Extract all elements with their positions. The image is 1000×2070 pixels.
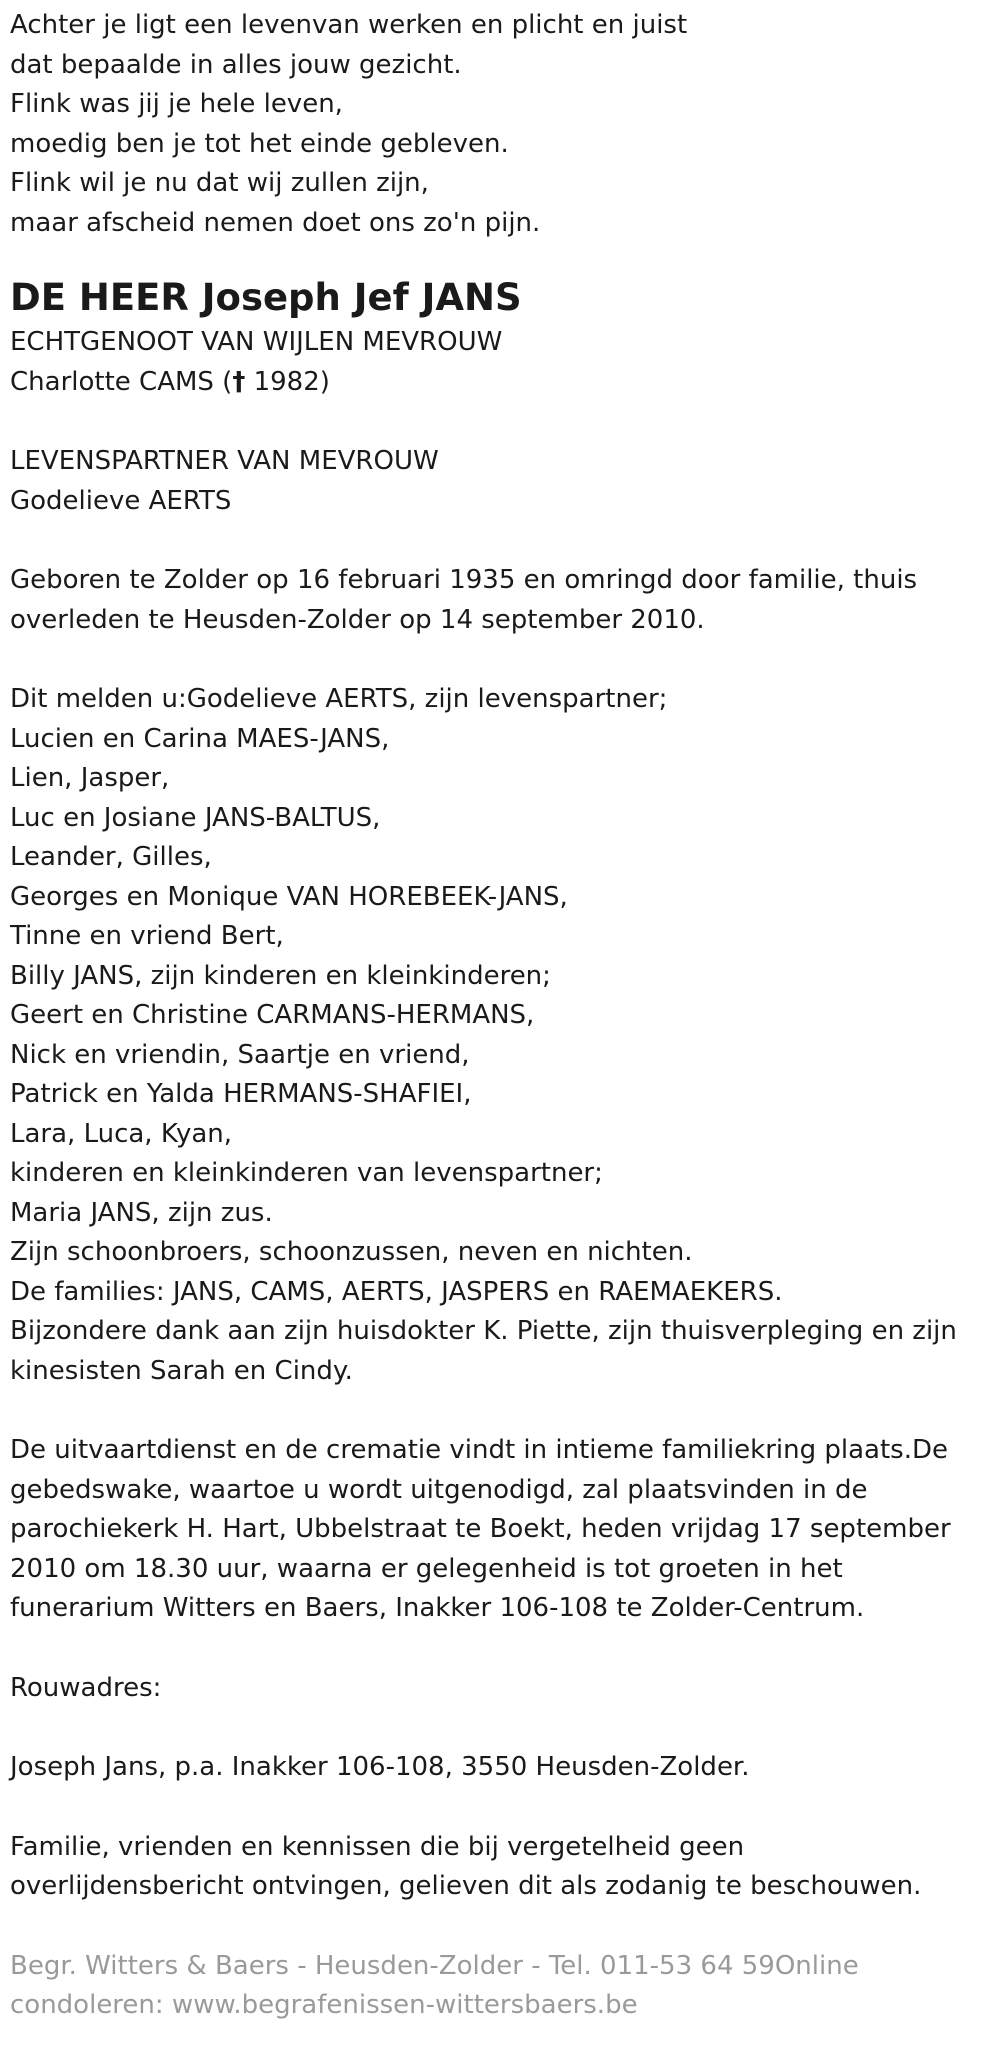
cross-icon: †: [232, 366, 246, 397]
poem: [10, 6, 990, 243]
announcer-line: Lien, Jasper,: [10, 763, 170, 793]
spouse-name: Charlotte CAMS (: [10, 366, 233, 397]
poem-line: Achter je ligt een levenvan werken en plicht en juist: [10, 10, 688, 40]
ceremony-line: funerarium Witters en Baers, Inakker 106-108 te Zolder-Centrum.: [10, 1593, 865, 1623]
spouse-name-line: [10, 363, 990, 403]
announcer-line: Dit melden u:Godelieve AERTS, zijn levenspartner;: [10, 684, 668, 714]
spouse-title: ECHTGENOOT VAN WIJLEN MEVROUW: [10, 327, 503, 357]
partner-info: [10, 442, 990, 521]
spouse-death-year: 1982): [245, 366, 330, 397]
partner-title: LEVENSPARTNER VAN MEVROUW: [10, 446, 439, 476]
announcer-line: Geert en Christine CARMANS-HERMANS,: [10, 1000, 535, 1030]
ceremony-line: gebedswake, waartoe u wordt uitgenodigd, zal plaatsvinden in de: [10, 1474, 868, 1505]
deceased-name: DE HEER Joseph Jef JANS: [10, 276, 522, 319]
notice: [10, 1828, 990, 1907]
ceremony-info: [10, 1431, 990, 1629]
footer-line: condoleren: www.begrafenissen-wittersbaers.be: [10, 1990, 638, 2020]
notice-line: overlijdensbericht ontvingen, gelieven dit als zodanig te beschouwen.: [10, 1871, 922, 1901]
birth-death-line: overleden te Heusden-Zolder op 14 september 2010.: [10, 604, 705, 635]
partner-name: Godelieve AERTS: [10, 485, 232, 516]
announcer-line: kinesisten Sarah en Cindy.: [10, 1355, 353, 1386]
announcer-line: Lara, Luca, Kyan,: [10, 1118, 233, 1149]
poem-line: maar afscheid nemen doet ons zo'n pijn.: [10, 207, 541, 238]
spouse-info: [10, 323, 990, 402]
announcer-line: Billy JANS, zijn kinderen en kleinkinderen;: [10, 960, 551, 991]
ceremony-line: 2010 om 18.30 uur, waarna er gelegenheid is tot groeten in het: [10, 1553, 843, 1584]
mourning-address-label-block: [10, 1669, 990, 1709]
poem-line: Flink was jij je hele leven,: [10, 89, 343, 119]
footer-line: Begr. Witters & Baers - Heusden-Zolder - Tel. 011-53 64 59Online: [10, 1950, 859, 1981]
mourning-address: Joseph Jans, p.a. Inakker 106-108, 3550 Heusden-Zolder.: [10, 1752, 750, 1782]
announcer-line: Zijn schoonbroers, schoonzussen, neven en nichten.: [10, 1237, 693, 1267]
poem-line: dat bepaalde in alles jouw gezicht.: [10, 49, 462, 80]
announcer-line: Tinne en vriend Bert,: [10, 921, 284, 951]
poem-line: moedig ben je tot het einde gebleven.: [10, 128, 509, 159]
ceremony-line: De uitvaartdienst en de crematie vindt in intieme familiekring plaats.De: [10, 1435, 949, 1465]
announcer-line: Maria JANS, zijn zus.: [10, 1197, 273, 1228]
announcer-line: Georges en Monique VAN HOREBEEK-JANS,: [10, 881, 568, 912]
birth-death-line: Geboren te Zolder op 16 februari 1935 en omringd door familie, thuis: [10, 565, 918, 595]
footer: [10, 1947, 990, 2026]
mourning-address-label: Rouwadres:: [10, 1672, 162, 1703]
announcer-line: Patrick en Yalda HERMANS-SHAFIEI,: [10, 1079, 472, 1109]
ceremony-line: parochiekerk H. Hart, Ubbelstraat te Boekt, heden vrijdag 17 september: [10, 1514, 951, 1544]
mourning-address-block: [10, 1748, 990, 1788]
announcers-list: [10, 680, 990, 1391]
notice-line: Familie, vrienden en kennissen die bij vergetelheid geen: [10, 1831, 745, 1862]
announcer-line: Nick en vriendin, Saartje en vriend,: [10, 1039, 470, 1070]
announcer-line: Luc en Josiane JANS-BALTUS,: [10, 802, 381, 833]
poem-line: Flink wil je nu dat wij zullen zijn,: [10, 168, 429, 198]
announcer-line: Lucien en Carina MAES-JANS,: [10, 723, 390, 754]
announcer-line: Bijzondere dank aan zijn huisdokter K. Piette, zijn thuisverpleging en zijn: [10, 1316, 957, 1346]
announcer-line: Leander, Gilles,: [10, 842, 212, 872]
birth-death-info: [10, 561, 990, 640]
announcer-line: De families: JANS, CAMS, AERTS, JASPERS en RAEMAEKERS.: [10, 1276, 783, 1307]
announcer-line: kinderen en kleinkinderen van levenspartner;: [10, 1158, 603, 1188]
